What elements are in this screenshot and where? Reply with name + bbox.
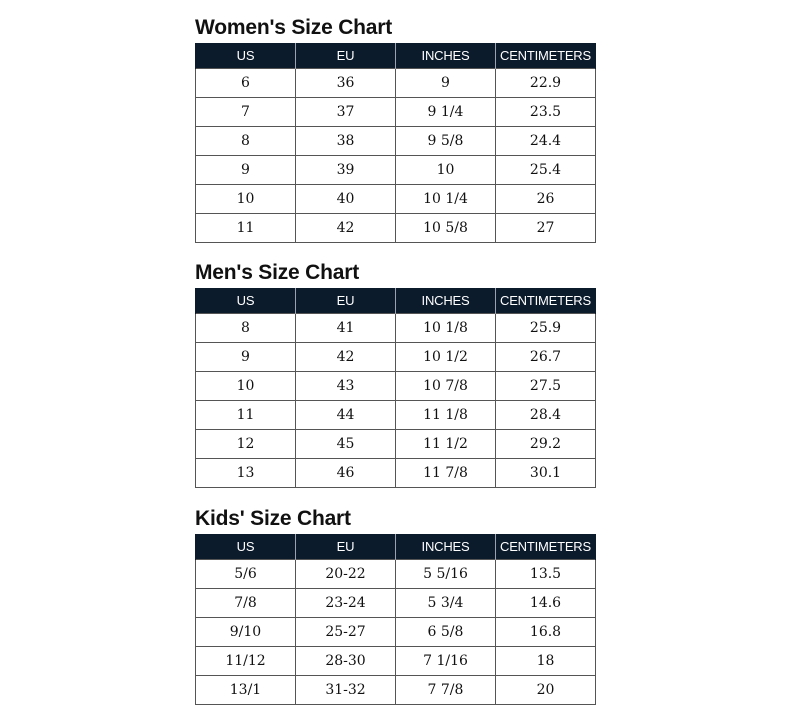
table-row <box>196 560 596 589</box>
cell-inches: 11 7/8 <box>396 459 496 488</box>
table-row <box>196 589 596 618</box>
table-row <box>196 430 596 459</box>
cell-inches: 10 7/8 <box>396 372 496 401</box>
cell-inches: 9 5/8 <box>396 127 496 156</box>
cell-us: 11/12 <box>196 647 296 676</box>
cell-inches: 5 5/16 <box>396 560 496 589</box>
cell-eu: 42 <box>296 214 396 243</box>
table-row <box>196 156 596 185</box>
cell-inches: 10 1/2 <box>396 343 496 372</box>
cell-us: 10 <box>196 372 296 401</box>
cell-centimeters: 29.2 <box>496 430 596 459</box>
cell-us: 5/6 <box>196 560 296 589</box>
cell-inches: 9 1/4 <box>396 98 496 127</box>
header-us: US <box>196 43 296 69</box>
cell-inches: 11 1/2 <box>396 430 496 459</box>
cell-us: 7 <box>196 98 296 127</box>
cell-inches: 6 5/8 <box>396 618 496 647</box>
cell-eu: 23-24 <box>296 589 396 618</box>
womens-size-chart-title: Women's Size Chart <box>195 16 393 39</box>
header-inches: INCHES <box>396 43 496 69</box>
kids-size-chart-title: Kids' Size Chart <box>195 507 351 530</box>
cell-us: 10 <box>196 185 296 214</box>
cell-inches: 10 1/8 <box>396 314 496 343</box>
table-row <box>196 459 596 488</box>
cell-us: 13 <box>196 459 296 488</box>
cell-us: 8 <box>196 314 296 343</box>
table-row <box>196 372 596 401</box>
cell-centimeters: 27.5 <box>496 372 596 401</box>
cell-eu: 44 <box>296 401 396 430</box>
header-inches: INCHES <box>396 534 496 560</box>
cell-inches: 7 1/16 <box>396 647 496 676</box>
header-eu: EU <box>296 288 396 314</box>
cell-eu: 31-32 <box>296 676 396 705</box>
cell-eu: 28-30 <box>296 647 396 676</box>
header-centimeters: CENTIMETERS <box>496 288 596 314</box>
cell-eu: 20-22 <box>296 560 396 589</box>
header-centimeters: CENTIMETERS <box>496 534 596 560</box>
cell-us: 9 <box>196 343 296 372</box>
cell-us: 12 <box>196 430 296 459</box>
table-row <box>196 676 596 705</box>
table-header-row <box>196 534 596 560</box>
cell-us: 6 <box>196 69 296 98</box>
cell-centimeters: 25.4 <box>496 156 596 185</box>
table-row <box>196 343 596 372</box>
table-row <box>196 127 596 156</box>
header-inches: INCHES <box>396 288 496 314</box>
cell-centimeters: 22.9 <box>496 69 596 98</box>
cell-eu: 45 <box>296 430 396 459</box>
header-us: US <box>196 288 296 314</box>
table-header-row <box>196 288 596 314</box>
cell-eu: 25-27 <box>296 618 396 647</box>
cell-us: 9/10 <box>196 618 296 647</box>
cell-eu: 38 <box>296 127 396 156</box>
kids-size-section <box>195 504 595 705</box>
header-eu: EU <box>296 43 396 69</box>
table-row <box>196 401 596 430</box>
cell-inches: 10 5/8 <box>396 214 496 243</box>
cell-centimeters: 20 <box>496 676 596 705</box>
cell-us: 11 <box>196 214 296 243</box>
cell-centimeters: 27 <box>496 214 596 243</box>
mens-size-table <box>195 288 596 488</box>
cell-us: 11 <box>196 401 296 430</box>
cell-inches: 7 7/8 <box>396 676 496 705</box>
table-row <box>196 647 596 676</box>
cell-centimeters: 18 <box>496 647 596 676</box>
womens-size-section <box>195 13 595 243</box>
cell-centimeters: 23.5 <box>496 98 596 127</box>
cell-centimeters: 24.4 <box>496 127 596 156</box>
mens-size-section <box>195 258 595 488</box>
cell-centimeters: 26 <box>496 185 596 214</box>
cell-eu: 43 <box>296 372 396 401</box>
cell-centimeters: 14.6 <box>496 589 596 618</box>
cell-eu: 39 <box>296 156 396 185</box>
table-row <box>196 98 596 127</box>
cell-us: 13/1 <box>196 676 296 705</box>
mens-size-chart-title: Men's Size Chart <box>195 261 360 284</box>
cell-us: 7/8 <box>196 589 296 618</box>
cell-centimeters: 28.4 <box>496 401 596 430</box>
table-row <box>196 214 596 243</box>
table-row <box>196 618 596 647</box>
cell-us: 8 <box>196 127 296 156</box>
table-row <box>196 185 596 214</box>
cell-centimeters: 30.1 <box>496 459 596 488</box>
cell-centimeters: 16.8 <box>496 618 596 647</box>
header-centimeters: CENTIMETERS <box>496 43 596 69</box>
cell-inches: 11 1/8 <box>396 401 496 430</box>
cell-eu: 36 <box>296 69 396 98</box>
cell-eu: 42 <box>296 343 396 372</box>
cell-centimeters: 25.9 <box>496 314 596 343</box>
table-row <box>196 314 596 343</box>
table-header-row <box>196 43 596 69</box>
cell-centimeters: 13.5 <box>496 560 596 589</box>
cell-us: 9 <box>196 156 296 185</box>
cell-inches: 5 3/4 <box>396 589 496 618</box>
cell-inches: 9 <box>396 69 496 98</box>
cell-eu: 40 <box>296 185 396 214</box>
womens-size-table <box>195 43 596 243</box>
cell-eu: 46 <box>296 459 396 488</box>
header-us: US <box>196 534 296 560</box>
cell-eu: 41 <box>296 314 396 343</box>
header-eu: EU <box>296 534 396 560</box>
cell-eu: 37 <box>296 98 396 127</box>
table-row <box>196 69 596 98</box>
cell-inches: 10 1/4 <box>396 185 496 214</box>
cell-centimeters: 26.7 <box>496 343 596 372</box>
cell-inches: 10 <box>396 156 496 185</box>
kids-size-table <box>195 534 596 705</box>
